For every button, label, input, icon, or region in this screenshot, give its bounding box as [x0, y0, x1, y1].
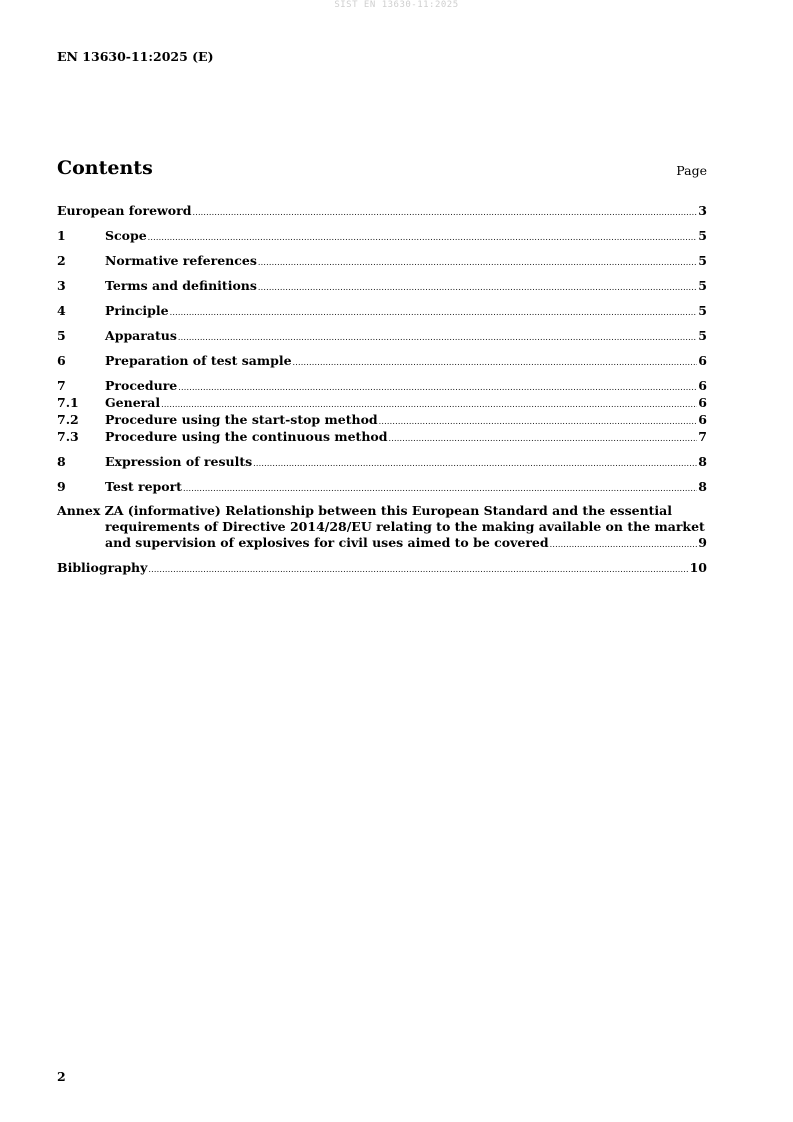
- toc-entry-bibliography[interactable]: [57, 559, 707, 576]
- toc-entry-terms-and-definitions[interactable]: [57, 277, 707, 294]
- toc-entry-number: 4: [57, 303, 66, 318]
- annex-title-line-1: Annex ZA (informative) Relationship between this European Standard and the essential: [57, 503, 673, 518]
- toc-entry-number: 7.1: [57, 395, 79, 410]
- annex-title-line-2: requirements of Directive 2014/28/EU relating to the making available on the market: [105, 519, 705, 534]
- toc-entry-number: 3: [57, 278, 66, 293]
- toc-leader: [178, 331, 697, 344]
- toc-entry-page: 5: [698, 328, 707, 343]
- toc-entry-title: Test report: [105, 479, 182, 494]
- toc-entry-page: 9: [698, 535, 707, 550]
- toc-entry-number: 8: [57, 454, 66, 469]
- annex-title-line-3: and supervision of explosives for civil uses aimed to be covered: [105, 535, 549, 550]
- toc-leader: [148, 231, 698, 244]
- toc-entry-foreword[interactable]: [57, 202, 707, 219]
- toc-entry-page: 5: [698, 228, 707, 243]
- annex-title-line-3-row: [57, 535, 707, 551]
- toc-entry-title: Procedure using the start-stop method: [105, 412, 378, 427]
- toc-entry-title: Principle: [105, 303, 169, 318]
- toc-entry-title: Normative references: [105, 253, 257, 268]
- toc-entry-title: Apparatus: [105, 328, 177, 343]
- toc-entry-title: Bibliography: [57, 560, 148, 575]
- toc-entry-page: 8: [698, 454, 707, 469]
- document-id: EN 13630-11:2025 (E): [57, 49, 214, 64]
- toc-entry-page: 10: [689, 560, 707, 575]
- toc-entry-number: 7: [57, 378, 66, 393]
- contents-heading: [57, 157, 707, 183]
- toc-entry-page: 8: [698, 479, 707, 494]
- toc-leader: [178, 381, 697, 394]
- toc-entry-number: 7.2: [57, 412, 79, 427]
- toc-entry-page: 3: [698, 203, 707, 218]
- toc-leader: [183, 482, 697, 495]
- toc-entry-page: 5: [698, 303, 707, 318]
- toc-entry-preparation-of-test-sample[interactable]: [57, 352, 707, 369]
- toc-entry-title: Preparation of test sample: [105, 353, 292, 368]
- toc-leader: [253, 457, 697, 470]
- toc-entry-general[interactable]: [57, 394, 707, 411]
- toc-leader: [389, 432, 698, 445]
- toc-entry-page: 6: [698, 353, 707, 368]
- toc-entry-title: General: [105, 395, 161, 410]
- toc-entry-expression-of-results[interactable]: [57, 453, 707, 470]
- toc-entry-title: European foreword: [57, 203, 192, 218]
- toc-entry-title: Procedure using the continuous method: [105, 429, 388, 444]
- toc-leader: [170, 306, 698, 319]
- toc-entry-test-report[interactable]: [57, 478, 707, 495]
- toc-entry-page: 6: [698, 378, 707, 393]
- page-column-label: Page: [676, 163, 707, 178]
- toc-entry-page: 5: [698, 253, 707, 268]
- toc-entry-title: Procedure: [105, 378, 178, 393]
- toc-entry-number: 7.3: [57, 429, 79, 444]
- toc-entry-number: 1: [57, 228, 66, 243]
- toc-entry-page: 6: [698, 395, 707, 410]
- toc-entry-apparatus[interactable]: [57, 327, 707, 344]
- toc-leader: [550, 538, 698, 551]
- watermark: SIST EN 13630-11:2025: [334, 0, 459, 10]
- toc-leader: [161, 398, 697, 411]
- toc-leader: [148, 563, 688, 576]
- toc-entry-page: 7: [698, 429, 707, 444]
- toc-entry-number: 2: [57, 253, 66, 268]
- toc-entry-number: 9: [57, 479, 66, 494]
- toc-entry-number: 6: [57, 353, 66, 368]
- toc-leader: [293, 356, 698, 369]
- toc-entry-title: Scope: [105, 228, 147, 243]
- toc-entry-page: 5: [698, 278, 707, 293]
- toc-entry-annex-za[interactable]: [57, 503, 707, 551]
- toc-entry-page: 6: [698, 412, 707, 427]
- toc-entry-principle[interactable]: [57, 302, 707, 319]
- toc-entry-title: Expression of results: [105, 454, 253, 469]
- toc-entry-normative-references[interactable]: [57, 252, 707, 269]
- toc-leader: [192, 206, 697, 219]
- toc-entry-number: 5: [57, 328, 66, 343]
- page-number: 2: [57, 1069, 66, 1084]
- toc-entry-procedure[interactable]: [57, 377, 707, 394]
- toc-leader: [258, 256, 697, 269]
- toc-entry-title: Terms and definitions: [105, 278, 257, 293]
- contents-title: Contents: [57, 157, 153, 179]
- toc-entry-start-stop-method[interactable]: [57, 411, 707, 428]
- toc-leader: [379, 415, 698, 428]
- toc-entry-scope[interactable]: [57, 227, 707, 244]
- toc-entry-continuous-method[interactable]: [57, 428, 707, 445]
- table-of-contents: [57, 202, 707, 576]
- toc-leader: [258, 281, 697, 294]
